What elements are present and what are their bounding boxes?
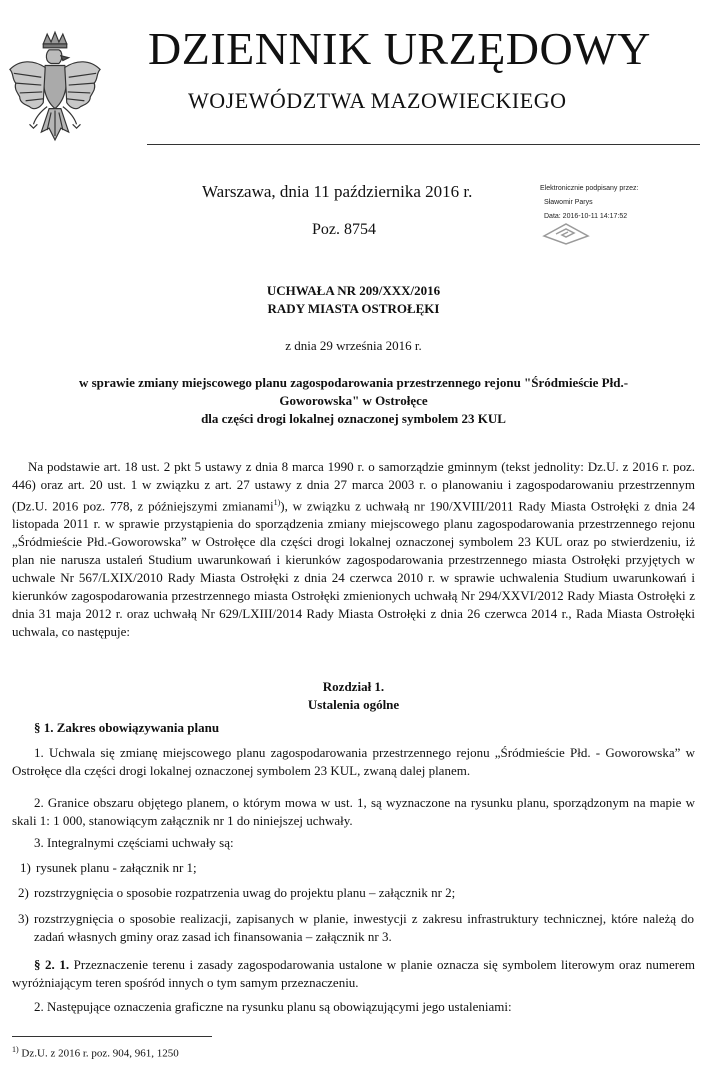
resolution-council: RADY MIASTA OSTROŁĘKI (267, 301, 440, 316)
footnote (12, 1045, 179, 1060)
electronic-signature (540, 182, 690, 224)
chapter-title: Ustalenia ogólne (307, 697, 400, 712)
section-2-mark: § 2. 1. (34, 957, 70, 972)
list-item-number: 2) (18, 885, 29, 900)
list-item (18, 884, 698, 902)
section-2-paragraph-2: 2. Następujące oznaczenia graficzne na rysunku planu są obowiązującymi jego ustaleniami: (34, 999, 512, 1014)
section-2-paragraph-1 (12, 956, 695, 992)
list-item-number: 3) (18, 911, 29, 926)
subject-line: Goworowska" w Ostrołęce (279, 393, 428, 408)
resolution-date: z dnia 29 września 2016 r. (285, 338, 422, 353)
footnote-divider (12, 1036, 212, 1037)
section-1-paragraph-1: 1. Uchwala się zmianę miejscowego planu zagospodarowania przestrzennego rejonu „Śródmieście Płd. - Goworowska” w Ostrołęce dla części drogi lokalnej oznaczonej symbolem 23 KUL, zwaną dalej planem. (12, 745, 695, 778)
section-1-paragraph-2: 2. Granice obszaru objętego planem, o którym mowa w ust. 1, są wyznaczone na rysunku planu, sporządzonym na mapie w skali 1: 1 000, stanowiącym załącznik nr 1 do niniejszej uchwały. (12, 795, 695, 828)
masthead-subtitle: WOJEWÓDZTWA MAZOWIECKIEGO (188, 88, 567, 113)
chapter-heading (0, 678, 707, 714)
preamble-paragraph (12, 458, 695, 641)
preamble-text-cont: ), w związku z uchwałą nr 190/XVIII/2011 Rady Miasta Ostrołęki z dnia 24 listopada 2011 r. w sprawie przystąpienia do sporządzenia zmiany miejscowego planu zagospodarowania przestrzennego rejonu „Śródmieście Płd.-Goworowska” w Ostrołęce dla części drogi lokalnej oznaczonej symbolem 23 KUL oraz po stwierdzeniu, iż plan nie narusza ustaleń Studium uwarunkowań i kierunków zagospodarowania przestrzennego miasta Ostrołęki przyjętych w uchwale Nr 567/LXIX/2010 Rady Miasta Ostrołęki z dnia 24 czerwca 2010 r. w sprawie uchwalenia Studium uwarunkowań i kierunków zagospodarowania przestrzennego miasta Ostrołęki zmienionych uchwałą Nr 294/XXVI/2012 Rady Miasta Ostrołęki z dnia 31 maja 2012 r. oraz uchwałą Nr 629/LXIII/2014 Rady Miasta Ostrołęki z dnia 26 czerwca 2014 r., Rada Miasta Ostrołęki uchwala, co następuje: (12, 498, 695, 640)
list-item-number: 1) (20, 860, 31, 875)
issue-position: Poz. 8754 (312, 221, 376, 238)
list-item-text: rozstrzygnięcia o sposobie rozpatrzenia uwag do projektu planu – załącznik nr 2; (34, 885, 456, 900)
section-1-heading: § 1. Zakres obowiązywania planu (34, 720, 220, 735)
footnote-reference: 1) (273, 498, 281, 507)
polish-eagle-emblem-icon (6, 30, 104, 148)
subject-line: w sprawie zmiany miejscowego planu zagospodarowania przestrzennego rejonu "Śródmieście Płd.- (78, 375, 629, 390)
list-item (18, 910, 700, 950)
subject-line: dla części drogi lokalnej oznaczonej symbolem 23 KUL (201, 411, 506, 426)
resolution-title (0, 282, 707, 318)
list-item-text: rozstrzygnięcia o sposobie realizacji, zapisanych w planie, inwestycji z zakresu infrastruktury technicznej, które należą do zadań własnych gminy oraz zasad ich finansowania – załącznik nr 3. (34, 911, 694, 944)
section-1-paragraph-3: 3. Integralnymi częściami uchwały są: (34, 835, 234, 850)
masthead-title: DZIENNIK URZĘDOWY (148, 23, 651, 74)
chapter-number: Rozdział 1. (322, 679, 385, 694)
list-item (20, 859, 700, 877)
section-2-text: Przeznaczenie terenu i zasady zagospodarowania ustalone w planie oznacza się symbolem literowym oraz numerem wyróżniającym teren spośród innych o tym samym przeznaczeniu. (12, 957, 696, 990)
masthead-divider (147, 144, 700, 145)
signature-name: Sławomir Parys (544, 199, 593, 206)
resolution-number: UCHWAŁA NR 209/XXX/2016 (266, 283, 441, 298)
preamble-text: Na podstawie art. 18 ust. 2 pkt 5 ustawy z dnia 8 marca 1990 r. o samorządzie gminnym (tekst jednolity: Dz.U. z 2016 r. poz. 446) oraz art. 20 ust. 1 w związku z art. 27 ustawy z dnia 27 marca 2003 r. o planowaniu i zagospodarowaniu przestrzennym (Dz.U. 2016 poz. 778, z późniejszymi zmianami (12, 459, 695, 514)
resolution-subject (0, 374, 707, 428)
signature-stamp-icon (542, 222, 590, 246)
footnote-mark: 1) (12, 1045, 19, 1054)
signature-label: Elektronicznie podpisany przez: (540, 185, 639, 192)
footnote-text: Dz.U. z 2016 r. poz. 904, 961, 1250 (18, 1047, 179, 1060)
signature-date: Data: 2016-10-11 14:17:52 (544, 213, 628, 220)
issue-place-date: Warszawa, dnia 11 października 2016 r. (202, 182, 473, 201)
list-item-text: rysunek planu - załącznik nr 1; (36, 860, 197, 875)
